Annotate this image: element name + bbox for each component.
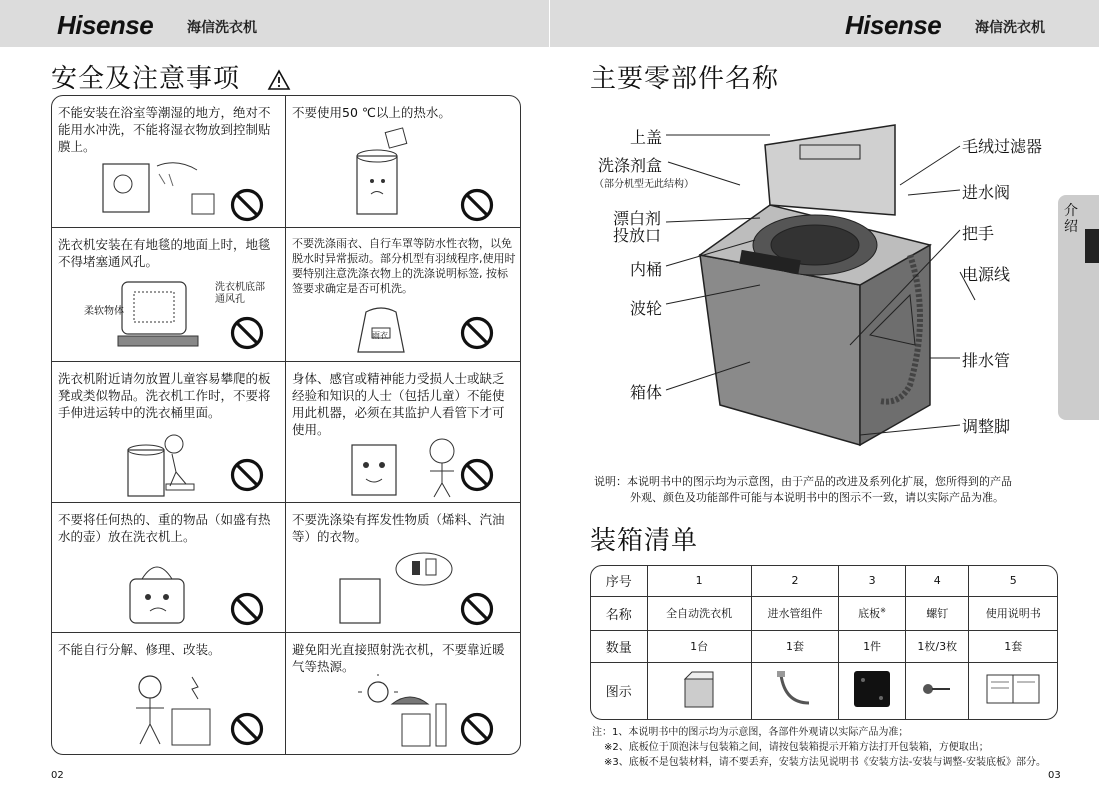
pack-name-3-cell (839, 596, 906, 630)
pack-name-2: 进水管组件 (751, 596, 838, 630)
vent-label: 洗衣机底部通风孔 (215, 282, 265, 305)
pack-header-number: 序号 (591, 566, 647, 596)
carpet-label: 柔软物体 (84, 306, 124, 317)
label-pulsator: 波轮 (630, 299, 663, 318)
washer-icon (682, 669, 716, 709)
label-power-cord: 电源线 (962, 265, 1011, 284)
label-lint-filter: 毛绒过滤器 (962, 137, 1043, 156)
safety-text-3: 洗衣机安装在有地毯的地面上时，地毯不得堵塞通风孔。 (58, 237, 271, 269)
safety-text-1: 不能安装在浴室等潮湿的地方，绝对不能用水冲洗，不能将湿衣物放到控制贴膜上。 (58, 105, 271, 154)
safety-text-6: 身体、感官或精神能力受损人士或缺乏经验和知识的人士（包括儿童）不能使用此机器，必须在其监护人看管下才可使用。 (292, 371, 505, 437)
pack-qty-2: 1套 (751, 630, 838, 662)
pack-num-1: 1 (647, 566, 751, 596)
label-cabinet: 箱体 (630, 383, 663, 402)
prohibited-icon (460, 316, 494, 350)
notes-block (592, 725, 1046, 770)
brand-subtitle-right: 海信洗衣机 (975, 20, 1045, 36)
label-bleach-inlet-1: 漂白剂 (613, 209, 662, 228)
pack-name-5: 使用说明书 (969, 596, 1057, 630)
prohibited-icon (460, 592, 494, 626)
label-top-lid: 上盖 (630, 128, 663, 147)
safety-text-4: 不要洗涤雨衣、自行车罩等防水性衣物，以免脱水时异常振动。部分机型有羽绒程序,使用时要特别注意洗涤衣物上的洗涤说明标签, 按标签要求确定是否可机洗。 (292, 237, 516, 295)
label-inlet-valve: 进水阀 (962, 183, 1011, 202)
warning-icon (267, 69, 291, 91)
pack-qty-3: 1件 (839, 630, 906, 662)
safety-grid (51, 95, 521, 755)
label-bleach-inlet-2: 投放口 (613, 226, 662, 245)
prohibited-icon (230, 458, 264, 492)
manual-icon (985, 672, 1041, 706)
note-3: ※3、底板不是包装材料，请不要丢弃，安装方法见说明书《安装方法-安装与调整-安装底板》部分。 (604, 757, 1046, 768)
safety-text-9: 不能自行分解、修理、改装。 (58, 642, 221, 657)
safety-text-10: 避免阳光直接照射洗衣机，不要靠近暖气等热源。 (292, 642, 505, 674)
pack-img-1 (647, 662, 751, 719)
pack-name-3-mark: ※ (880, 606, 886, 615)
label-drain-hose: 排水管 (962, 351, 1011, 370)
pack-header-quantity: 数量 (591, 630, 647, 662)
prohibited-icon (460, 458, 494, 492)
pack-img-2 (751, 662, 838, 719)
note-1: 注：1、本说明书中的图示均为示意图，各部件外观请以实际产品为准； (592, 727, 909, 738)
pack-num-2: 2 (751, 566, 838, 596)
prohibited-icon (230, 188, 264, 222)
pack-name-1: 全自动洗衣机 (647, 596, 751, 630)
brand-logo-right: Hisense (845, 10, 942, 40)
pack-img-5 (969, 662, 1057, 719)
packing-list-table (590, 565, 1058, 720)
safety-text-2: 不要使用50 ℃以上的热水。 (292, 105, 451, 120)
prohibited-icon (460, 712, 494, 746)
raincoat-label: 雨衣 (372, 331, 388, 340)
safety-text-7: 不要将任何热的、重的物品（如盛有热水的壶）放在洗衣机上。 (58, 512, 271, 544)
sunlight-illustration (352, 674, 452, 750)
pack-img-4 (906, 662, 969, 719)
pack-header-image: 图示 (591, 662, 647, 719)
page-number-left: 02 (51, 770, 64, 781)
pack-num-4: 4 (906, 566, 969, 596)
explain-line-2: 外观、颜色及功能部件可能与本说明书中的图示不一致，请以实际产品为准。 (630, 491, 1004, 504)
prohibited-icon (230, 592, 264, 626)
safety-title (51, 58, 291, 95)
safety-text-5: 洗衣机附近请勿放置儿童容易攀爬的板凳或类似物品。洗衣机工作时，不要将手伸进运转中的洗衣桶里面。 (58, 371, 271, 420)
side-tab-label: 介绍 (1064, 203, 1078, 235)
label-handle: 把手 (962, 224, 995, 243)
pack-qty-1: 1台 (647, 630, 751, 662)
pack-qty-4: 1枚/3枚 (906, 630, 969, 662)
prohibited-icon (460, 188, 494, 222)
base-plate-icon (851, 668, 893, 710)
pack-name-4: 螺钉 (906, 596, 969, 630)
pack-img-3 (839, 662, 906, 719)
page-number-right: 03 (1048, 770, 1061, 781)
label-detergent-note: （部分机型无此结构） (594, 179, 694, 190)
pack-name-3: 底板 (858, 607, 881, 620)
hot-kettle-illustration (112, 551, 202, 626)
label-adjust-foot: 调整脚 (962, 417, 1011, 436)
pack-num-5: 5 (969, 566, 1057, 596)
repair-illustration (122, 671, 217, 751)
note-2: ※2、底板位于顶泡沫与包装箱之间，请按包装箱提示开箱方法打开包装箱，方便取出； (604, 742, 989, 753)
prohibited-icon (230, 712, 264, 746)
prohibited-icon (230, 316, 264, 350)
hot-water-illustration (347, 126, 417, 221)
volatile-clothes-illustration (334, 551, 454, 629)
safety-text-8: 不要洗涤染有挥发性物质（烯料、汽油等）的衣物。 (292, 512, 505, 544)
safety-title-text: 安全及注意事项 (51, 64, 241, 94)
pack-num-3: 3 (839, 566, 906, 596)
explain-line-1: 说明：本说明书中的图示均为示意图，由于产品的改进及系列化扩展，您所得到的产品 (594, 475, 1012, 488)
child-climbing-illustration (122, 426, 202, 501)
pack-header-name: 名称 (591, 596, 647, 630)
screw-icon (922, 680, 952, 698)
parts-title: 主要零部件名称 (590, 64, 780, 94)
side-tab-marker (1085, 229, 1099, 263)
pack-qty-5: 1套 (969, 630, 1057, 662)
hose-icon (775, 669, 815, 709)
brand-subtitle-left: 海信洗衣机 (187, 20, 257, 36)
bathroom-washer-illustration (97, 154, 217, 218)
label-inner-tub: 内桶 (630, 260, 663, 279)
pack-title: 装箱清单 (590, 526, 699, 556)
label-detergent-box: 洗涤剂盒 (598, 156, 663, 175)
brand-logo-left: Hisense (57, 10, 154, 40)
